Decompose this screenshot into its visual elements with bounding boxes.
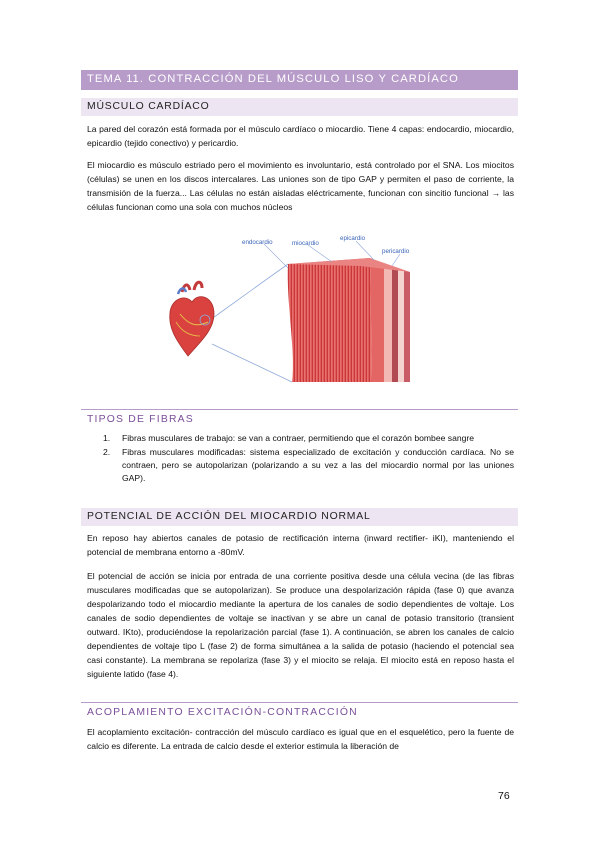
label-endocardio: endocardio [242,239,273,246]
section-title: POTENCIAL DE ACCIÓN DEL MIOCARDIO NORMAL [87,511,371,522]
label-pointer [264,244,288,268]
list-item: 2. Fibras musculares modificadas: sistema especializado de excitación y conducción cardíaca. No se contraen, pero se autopolarizan (polarizando a su vez a las del miocardio normal por las uniones GAP). [103,447,514,483]
label-pericardio: pericardio [382,248,410,255]
fiber-types-list [87,432,514,486]
section-divider [81,702,518,703]
section-title: MÚSCULO CARDÍACO [87,101,210,112]
heart-wall-illustration [160,232,518,392]
chapter-title: TEMA 11. CONTRACCIÓN DEL MÚSCULO LISO Y CARDÍACO [87,73,459,85]
label-miocardio: miocardio [292,240,319,247]
paragraph: La pared del corazón está formada por el músculo cardíaco o miocardio. Tiene 4 capas: endocardio, miocardio, epicardio (tejido conectivo) y pericardio. [87,124,514,148]
paragraph: El potencial de acción se inicia por entrada de una corriente positiva desde una célula vecina (de las fibras musculares modificadas que se autopolarizan). Se produce una despolarización rápida (fase 0) que avanza despolarizando todo el miocardio mediante la apertura de los canales de sodio dependientes de voltaje. Los canales de sodio dependientes de voltaje se inactivan y se abre un canal de potasio transitorio (transient outward. IKto), produciéndose la repolarización parcial (fase 1). A continuación, se abren los canales de calcio dependientes de voltaje tipo L (fase 2) de forma simultánea a la salida de potasio (haciendo el potencial sea casi constante). La membrana se repolariza (fase 3) y el miocito se relaja. El miocito está en reposo hasta el siguiente latido (fase 4). [87,571,514,679]
section-title-acoplamiento: ACOPLAMIENTO EXCITACIÓN-CONTRACCIÓN [87,707,358,718]
label-epicardio: epicardio [340,235,366,242]
heart-wall-figure [160,232,518,392]
label-pointer [392,254,400,266]
label-pointer [356,241,374,260]
list-item: 1. Fibras musculares de trabajo: se van a contraer, permitiendo que el corazón bombee sangre [103,433,475,443]
section-header-potencial [81,508,518,526]
paragraph: El acoplamiento excitación- contracción del músculo cardíaco es igual que en el esquelético, pero la fuente de calcio es diferente. La entrada de calcio desde el exterior estimula la liberación de [87,727,514,751]
paragraph: En reposo hay abiertos canales de potasio de rectificación interna (inward rectifier- iKI), manteniendo el potencial de membrana entorno a -80mV. [87,533,514,557]
chapter-header-bar [81,70,518,90]
connector-line [210,264,288,320]
heart-icon [170,282,214,356]
section-title-tipos-fibras: TIPOS DE FIBRAS [87,414,194,425]
page-number: 76 [498,790,510,802]
muscle-wall-section [288,258,410,382]
paragraph: El miocardio es músculo estriado pero el movimiento es involuntario, está controlado por el SNA. Los miocitos (células) se unen en los discos intercalares. Las uniones son de tipo GAP y permiten el paso de corriente, la transmisión de la fuerza... Las células no están aisladas eléctricamente, funcionan con sincitio funcional → las células funcionan como una sola con muchos núcleos [87,160,514,212]
label-pointer [308,245,332,262]
section-divider [81,409,518,410]
section-header-musculo-cardiaco [81,98,518,116]
connector-line [212,344,292,382]
